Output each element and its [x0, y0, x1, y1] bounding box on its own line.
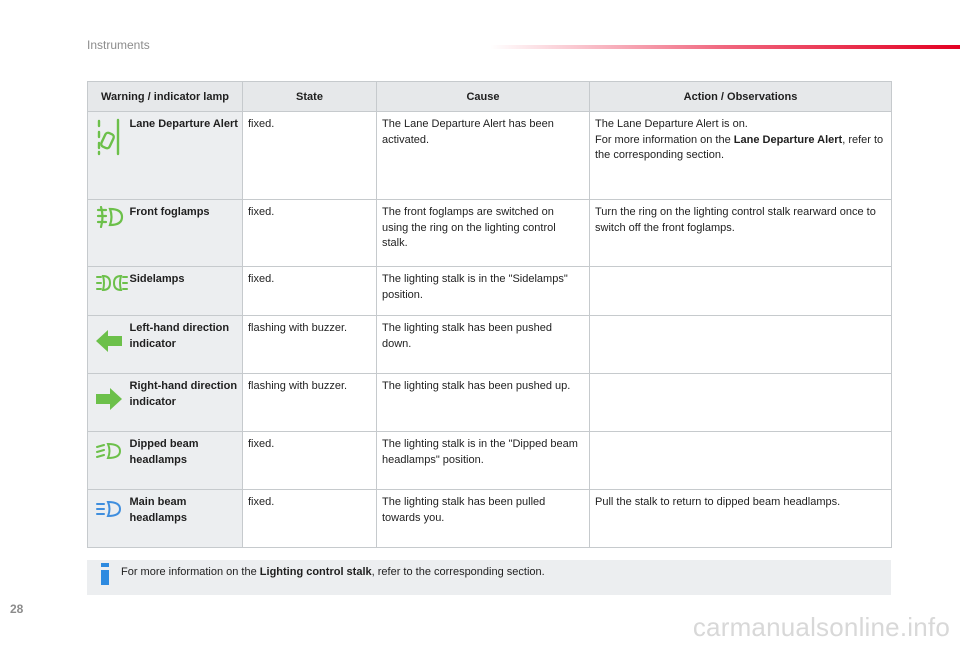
lamp-cause: The lighting stalk has been pulled towards you.	[377, 490, 590, 548]
page-number: 28	[10, 602, 24, 616]
table-row	[88, 316, 892, 374]
column-header-state: State	[243, 82, 377, 112]
action-text-bold: Lane Departure Alert	[733, 133, 843, 146]
table-row	[88, 112, 892, 200]
lamp-name: Sidelamps	[130, 267, 243, 316]
lamp-state: fixed.	[243, 267, 377, 316]
front-foglamp-icon	[96, 206, 124, 228]
lamp-state: fixed.	[243, 432, 377, 490]
table-row	[88, 200, 892, 267]
lamp-name: Dipped beam headlamps	[130, 432, 243, 490]
lamp-cause: The front foglamps are switched on using the ring on the lighting control stalk.	[377, 200, 590, 267]
lamp-name: Main beam headlamps	[130, 490, 243, 548]
right-arrow-icon	[96, 388, 122, 410]
lamp-name: Right-hand direction indicator	[130, 374, 243, 432]
table-row	[88, 432, 892, 490]
lamp-cause: The Lane Departure Alert has been activated.	[377, 112, 590, 200]
lane-departure-icon	[96, 118, 122, 156]
warning-lamps-table	[87, 81, 892, 548]
table-row	[88, 267, 892, 316]
info-note-text	[121, 566, 545, 578]
lamp-state: fixed.	[243, 112, 377, 200]
watermark: carmanualsonline.info	[692, 612, 950, 642]
lamp-action	[590, 316, 892, 374]
column-header-lamp: Warning / indicator lamp	[88, 82, 243, 112]
lamp-action	[590, 432, 892, 490]
lamp-action	[590, 267, 892, 316]
lamp-cause: The lighting stalk is in the "Sidelamps" position.	[377, 267, 590, 316]
lamp-cause: The lighting stalk has been pushed down.	[377, 316, 590, 374]
sidelamps-icon	[96, 273, 128, 293]
lamp-action	[590, 374, 892, 432]
header-rule	[490, 45, 960, 49]
action-text: , refer to the corresponding section.	[595, 133, 884, 161]
lamp-name: Left-hand direction indicator	[130, 316, 243, 374]
lamp-action: Pull the stalk to return to dipped beam headlamps.	[590, 490, 892, 548]
column-header-cause: Cause	[377, 82, 590, 112]
lamp-action	[590, 112, 892, 200]
lamp-state: flashing with buzzer.	[243, 316, 377, 374]
lamp-action: Turn the ring on the lighting control stalk rearward once to switch off the front foglamps.	[590, 200, 892, 267]
lamp-state: fixed.	[243, 200, 377, 267]
lamp-cause: The lighting stalk has been pushed up.	[377, 374, 590, 432]
table-row	[88, 490, 892, 548]
table-header-row	[88, 82, 892, 112]
left-arrow-icon	[96, 330, 122, 352]
lamp-name: Front foglamps	[130, 200, 243, 267]
lamp-name: Lane Departure Alert	[130, 112, 243, 200]
lamp-state: fixed.	[243, 490, 377, 548]
note-link-text: Lighting control stalk	[259, 566, 372, 578]
note-text: , refer to the corresponding section.	[371, 566, 545, 578]
lamp-state: flashing with buzzer.	[243, 374, 377, 432]
table-row	[88, 374, 892, 432]
lamp-cause: The lighting stalk is in the "Dipped beam headlamps" position.	[377, 432, 590, 490]
section-title: Instruments	[87, 38, 150, 52]
dipped-beam-icon	[96, 442, 122, 460]
main-beam-icon	[96, 500, 122, 518]
note-text: For more information on the	[121, 566, 260, 578]
action-text: The Lane Departure Alert is on. For more information on the	[595, 118, 748, 146]
info-icon	[99, 563, 111, 585]
column-header-action: Action / Observations	[590, 82, 892, 112]
